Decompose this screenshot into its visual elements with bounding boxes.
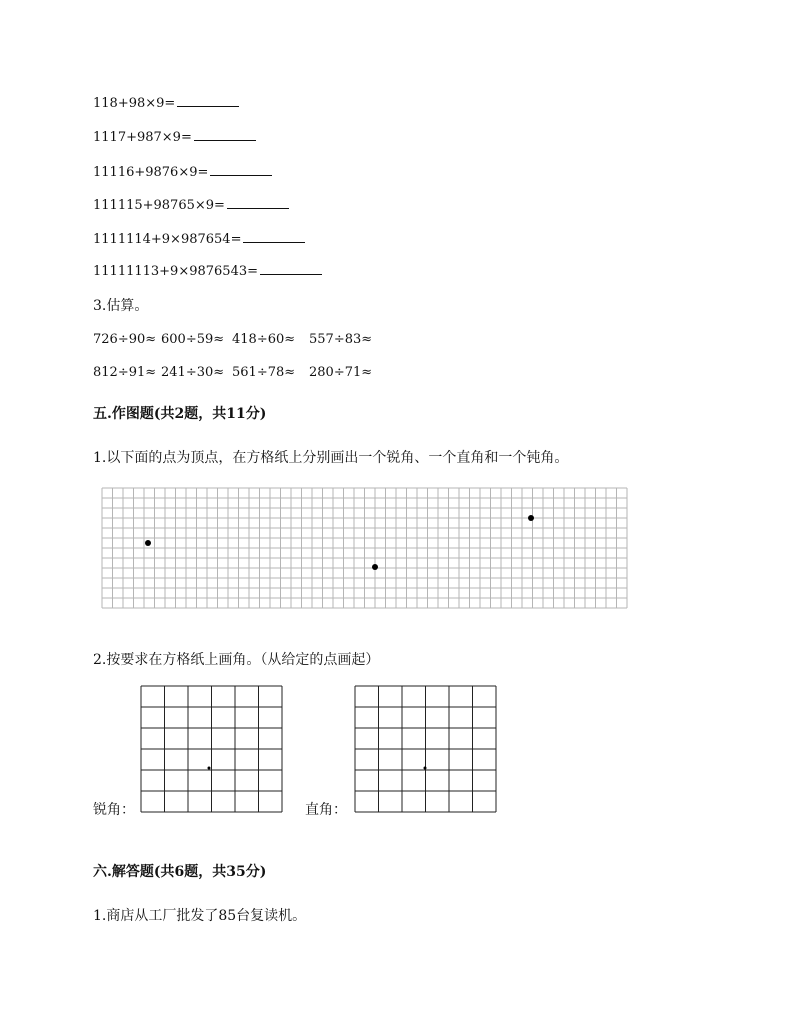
equation-text: 1111114+9×987654= bbox=[93, 232, 242, 247]
section-heading: 六.解答题(共6题，共35分) bbox=[93, 864, 267, 880]
grid-acute-angle[interactable] bbox=[141, 686, 282, 812]
question-text: 1.以下面的点为顶点，在方格纸上分别画出一个锐角、一个直角和一个钝角。 bbox=[93, 450, 569, 466]
vertex-dot bbox=[372, 564, 378, 570]
equation-text: 111115+98765×9= bbox=[93, 198, 225, 213]
estimate-item: 241÷30≈ bbox=[161, 365, 225, 380]
grid-right-angle[interactable] bbox=[355, 686, 496, 812]
right-label: 直角： bbox=[305, 802, 347, 818]
estimate-item: 280÷71≈ bbox=[309, 365, 373, 380]
acute-label: 锐角： bbox=[93, 802, 135, 818]
estimate-item: 726÷90≈ bbox=[93, 332, 157, 347]
wide-grid-paper[interactable] bbox=[102, 488, 627, 608]
estimate-item: 812÷91≈ bbox=[93, 365, 157, 380]
vertex-dot bbox=[145, 540, 151, 546]
estimate-item: 561÷78≈ bbox=[232, 365, 296, 380]
vertex-dot bbox=[208, 767, 211, 770]
equation-text: 11116+9876×9= bbox=[93, 165, 209, 180]
estimate-item: 600÷59≈ bbox=[161, 332, 225, 347]
question-text: 1.商店从工厂批发了85台复读机。 bbox=[93, 908, 307, 924]
vertex-dot bbox=[424, 767, 427, 770]
equation-text: 1117+987×9= bbox=[93, 130, 192, 145]
equation-text: 11111113+9×9876543= bbox=[93, 264, 259, 279]
estimate-item: 557÷83≈ bbox=[309, 332, 373, 347]
equation-text: 118+98×9= bbox=[93, 96, 176, 111]
estimate-item: 418÷60≈ bbox=[232, 332, 296, 347]
section-heading: 五.作图题(共2题，共11分) bbox=[93, 406, 267, 422]
vertex-dot bbox=[528, 515, 534, 521]
estimate-title: 3.估算。 bbox=[93, 298, 149, 314]
question-text: 2.按要求在方格纸上画角。（从给定的点画起） bbox=[93, 652, 380, 668]
